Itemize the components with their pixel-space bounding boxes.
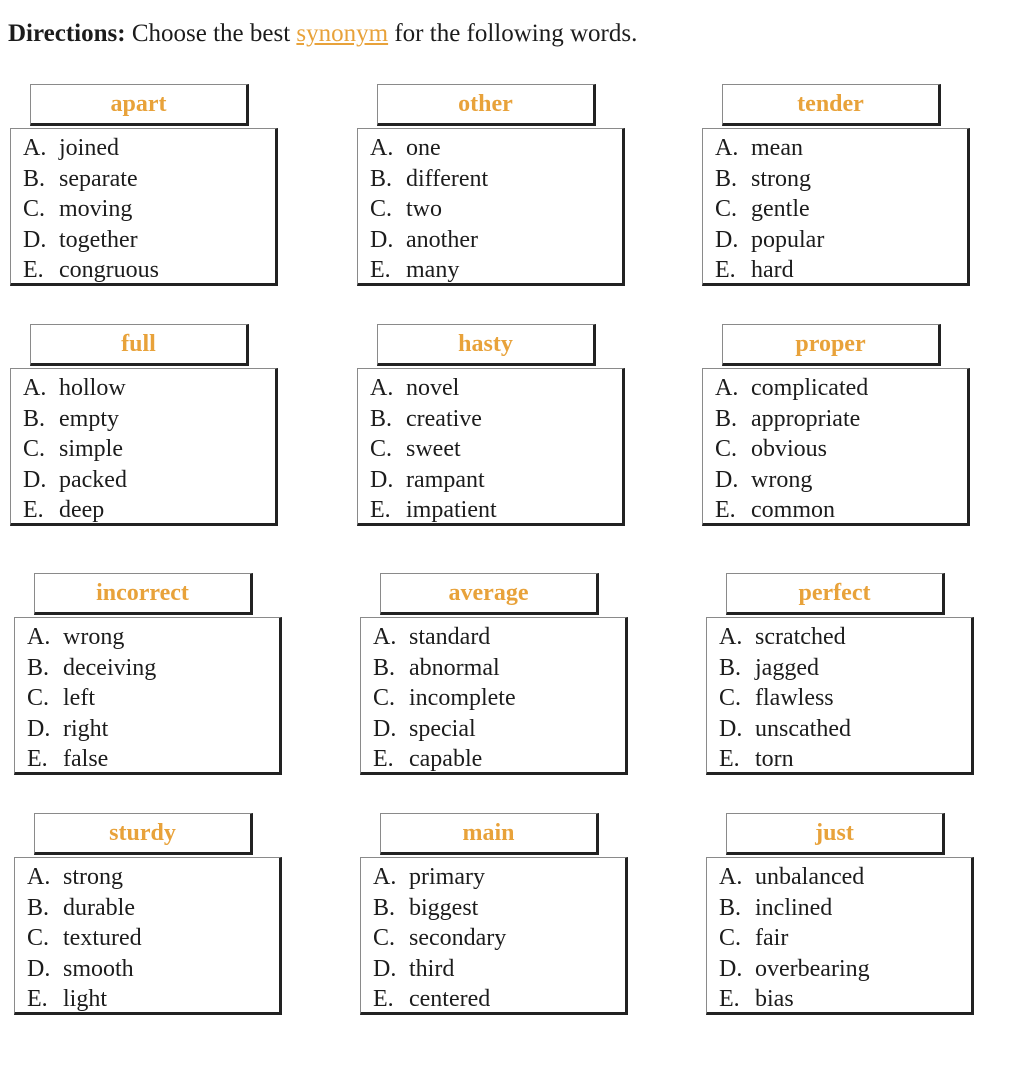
- option-b[interactable]: [373, 893, 625, 924]
- option-c[interactable]: [370, 194, 622, 225]
- option-c[interactable]: [373, 683, 625, 714]
- option-letter: B.: [373, 894, 396, 921]
- option-c[interactable]: [370, 434, 622, 465]
- option-a[interactable]: [719, 862, 971, 893]
- option-e[interactable]: [23, 255, 275, 286]
- question-word: tender: [722, 84, 941, 126]
- option-a[interactable]: [715, 373, 967, 404]
- option-text: bias: [755, 986, 794, 1012]
- option-text: impatient: [406, 497, 497, 523]
- option-text: deceiving: [63, 654, 157, 681]
- option-letter: D.: [373, 715, 397, 742]
- option-letter: E.: [715, 497, 736, 523]
- option-text: simple: [59, 436, 123, 462]
- option-d[interactable]: [27, 954, 279, 985]
- option-letter: B.: [719, 654, 742, 681]
- option-letter: E.: [373, 746, 394, 772]
- option-d[interactable]: [373, 954, 625, 985]
- option-text: novel: [406, 375, 460, 401]
- option-text: incomplete: [409, 685, 516, 711]
- option-text: capable: [409, 746, 483, 772]
- options-box: [10, 368, 278, 526]
- option-e[interactable]: [23, 495, 275, 526]
- option-text: left: [63, 685, 95, 711]
- option-text: right: [63, 715, 109, 742]
- option-text: textured: [63, 925, 142, 951]
- option-text: inclined: [755, 894, 833, 921]
- options-box: [14, 857, 282, 1015]
- option-a[interactable]: [23, 373, 275, 404]
- option-letter: D.: [370, 466, 394, 493]
- option-e[interactable]: [719, 744, 971, 775]
- option-letter: B.: [27, 894, 50, 921]
- option-text: jagged: [755, 654, 819, 681]
- options-box: [360, 617, 628, 775]
- option-letter: C.: [719, 685, 742, 711]
- option-b[interactable]: [373, 653, 625, 684]
- options-box: [10, 128, 278, 286]
- option-b[interactable]: [23, 164, 275, 195]
- option-c[interactable]: [715, 194, 967, 225]
- option-text: together: [59, 226, 138, 253]
- option-text: sweet: [406, 436, 461, 462]
- option-letter: A.: [27, 864, 51, 890]
- option-text: unscathed: [755, 715, 851, 742]
- option-letter: E.: [370, 497, 391, 523]
- question-word: proper: [722, 324, 941, 366]
- option-e[interactable]: [373, 744, 625, 775]
- option-c[interactable]: [373, 923, 625, 954]
- option-c[interactable]: [23, 194, 275, 225]
- option-letter: B.: [715, 165, 738, 192]
- options-box: [14, 617, 282, 775]
- option-c[interactable]: [719, 683, 971, 714]
- option-text: hard: [751, 257, 794, 283]
- option-text: wrong: [751, 466, 813, 493]
- option-text: empty: [59, 405, 119, 432]
- option-d[interactable]: [719, 954, 971, 985]
- option-text: torn: [755, 746, 794, 772]
- question-word: just: [726, 813, 945, 855]
- option-b[interactable]: [715, 164, 967, 195]
- option-b[interactable]: [27, 893, 279, 924]
- option-letter: C.: [370, 436, 393, 462]
- option-text: strong: [63, 864, 123, 890]
- option-b[interactable]: [719, 653, 971, 684]
- option-c[interactable]: [715, 434, 967, 465]
- option-b[interactable]: [27, 653, 279, 684]
- option-text: wrong: [63, 624, 125, 650]
- option-letter: B.: [370, 405, 393, 432]
- option-text: gentle: [751, 196, 810, 222]
- option-letter: E.: [27, 746, 48, 772]
- option-text: third: [409, 955, 455, 982]
- option-text: smooth: [63, 955, 134, 982]
- option-d[interactable]: [715, 225, 967, 256]
- option-d[interactable]: [370, 225, 622, 256]
- option-e[interactable]: [719, 984, 971, 1015]
- option-text: primary: [409, 864, 485, 890]
- option-letter: D.: [23, 226, 47, 253]
- option-letter: E.: [715, 257, 736, 283]
- option-b[interactable]: [719, 893, 971, 924]
- option-letter: A.: [23, 375, 47, 401]
- option-text: light: [63, 986, 108, 1012]
- option-letter: C.: [27, 685, 50, 711]
- question-word: hasty: [377, 324, 596, 366]
- option-d[interactable]: [27, 714, 279, 745]
- option-letter: E.: [23, 497, 44, 523]
- option-letter: B.: [373, 654, 396, 681]
- option-text: another: [406, 226, 478, 253]
- options-box: [702, 368, 970, 526]
- option-text: separate: [59, 165, 138, 192]
- option-e[interactable]: [27, 984, 279, 1015]
- option-text: complicated: [751, 375, 869, 401]
- option-e[interactable]: [715, 255, 967, 286]
- option-letter: A.: [23, 135, 47, 161]
- option-letter: A.: [373, 624, 397, 650]
- option-letter: A.: [370, 135, 394, 161]
- options-box: [706, 857, 974, 1015]
- option-b[interactable]: [370, 404, 622, 435]
- option-d[interactable]: [715, 465, 967, 496]
- option-d[interactable]: [23, 225, 275, 256]
- option-a[interactable]: [373, 622, 625, 653]
- option-c[interactable]: [27, 923, 279, 954]
- option-text: moving: [59, 196, 133, 222]
- option-text: secondary: [409, 925, 507, 951]
- option-text: deep: [59, 497, 105, 523]
- option-e[interactable]: [715, 495, 967, 526]
- question-word: main: [380, 813, 599, 855]
- option-text: centered: [409, 986, 491, 1012]
- option-letter: C.: [23, 436, 46, 462]
- option-a[interactable]: [715, 133, 967, 164]
- option-text: durable: [63, 894, 135, 921]
- option-text: obvious: [751, 436, 828, 462]
- options-box: [360, 857, 628, 1015]
- option-letter: D.: [27, 955, 51, 982]
- option-letter: C.: [373, 925, 396, 951]
- option-a[interactable]: [719, 622, 971, 653]
- option-text: flawless: [755, 685, 834, 711]
- option-letter: C.: [23, 196, 46, 222]
- option-a[interactable]: [27, 862, 279, 893]
- option-a[interactable]: [370, 373, 622, 404]
- option-text: appropriate: [751, 405, 861, 432]
- option-letter: E.: [373, 986, 394, 1012]
- directions-line: [8, 20, 637, 48]
- option-letter: A.: [715, 135, 739, 161]
- option-letter: C.: [27, 925, 50, 951]
- question-word: full: [30, 324, 249, 366]
- option-letter: B.: [719, 894, 742, 921]
- option-text: hollow: [59, 375, 126, 401]
- directions-keyword: synonym: [296, 20, 389, 47]
- option-letter: D.: [370, 226, 394, 253]
- option-letter: E.: [719, 746, 740, 772]
- option-text: fair: [755, 925, 789, 951]
- options-box: [357, 128, 625, 286]
- question-word: perfect: [726, 573, 945, 615]
- directions-label: Directions:: [8, 20, 126, 47]
- option-text: common: [751, 497, 835, 523]
- option-letter: D.: [715, 466, 739, 493]
- option-c[interactable]: [27, 683, 279, 714]
- option-letter: D.: [373, 955, 397, 982]
- option-e[interactable]: [373, 984, 625, 1015]
- option-d[interactable]: [373, 714, 625, 745]
- option-e[interactable]: [27, 744, 279, 775]
- option-letter: D.: [719, 715, 743, 742]
- option-letter: A.: [719, 864, 743, 890]
- option-text: biggest: [409, 894, 479, 921]
- option-text: creative: [406, 405, 482, 432]
- option-text: false: [63, 746, 109, 772]
- option-letter: B.: [23, 165, 46, 192]
- option-letter: D.: [715, 226, 739, 253]
- option-letter: D.: [23, 466, 47, 493]
- option-text: mean: [751, 135, 803, 161]
- question-word: other: [377, 84, 596, 126]
- option-a[interactable]: [23, 133, 275, 164]
- directions-text-after: for the following words.: [394, 20, 638, 47]
- option-text: special: [409, 715, 476, 742]
- option-d[interactable]: [719, 714, 971, 745]
- option-letter: A.: [27, 624, 51, 650]
- option-text: congruous: [59, 257, 159, 283]
- option-letter: E.: [27, 986, 48, 1012]
- option-c[interactable]: [23, 434, 275, 465]
- option-text: overbearing: [755, 955, 870, 982]
- option-letter: C.: [715, 196, 738, 222]
- option-text: one: [406, 135, 441, 161]
- option-letter: A.: [715, 375, 739, 401]
- option-text: packed: [59, 466, 127, 493]
- option-text: abnormal: [409, 654, 500, 681]
- option-text: scratched: [755, 624, 846, 650]
- option-text: joined: [59, 135, 119, 161]
- question-word: apart: [30, 84, 249, 126]
- option-a[interactable]: [373, 862, 625, 893]
- option-b[interactable]: [23, 404, 275, 435]
- option-text: standard: [409, 624, 491, 650]
- option-text: strong: [751, 165, 811, 192]
- option-letter: C.: [719, 925, 742, 951]
- option-text: unbalanced: [755, 864, 865, 890]
- option-letter: B.: [27, 654, 50, 681]
- option-letter: A.: [719, 624, 743, 650]
- directions-text-before: Choose the best: [131, 20, 291, 47]
- question-word: average: [380, 573, 599, 615]
- option-letter: D.: [27, 715, 51, 742]
- option-letter: C.: [370, 196, 393, 222]
- option-letter: B.: [23, 405, 46, 432]
- option-letter: A.: [373, 864, 397, 890]
- option-text: two: [406, 196, 442, 222]
- option-letter: E.: [23, 257, 44, 283]
- option-a[interactable]: [27, 622, 279, 653]
- option-e[interactable]: [370, 495, 622, 526]
- option-text: many: [406, 257, 460, 283]
- option-d[interactable]: [23, 465, 275, 496]
- option-c[interactable]: [719, 923, 971, 954]
- option-letter: A.: [370, 375, 394, 401]
- option-letter: D.: [719, 955, 743, 982]
- question-word: sturdy: [34, 813, 253, 855]
- option-letter: C.: [373, 685, 396, 711]
- option-letter: E.: [719, 986, 740, 1012]
- option-e[interactable]: [370, 255, 622, 286]
- option-b[interactable]: [715, 404, 967, 435]
- option-text: different: [406, 165, 489, 192]
- options-box: [706, 617, 974, 775]
- option-a[interactable]: [370, 133, 622, 164]
- options-box: [702, 128, 970, 286]
- option-d[interactable]: [370, 465, 622, 496]
- option-letter: E.: [370, 257, 391, 283]
- question-word: incorrect: [34, 573, 253, 615]
- option-letter: B.: [370, 165, 393, 192]
- option-text: popular: [751, 226, 825, 253]
- option-text: rampant: [406, 466, 485, 493]
- option-letter: C.: [715, 436, 738, 462]
- option-letter: B.: [715, 405, 738, 432]
- option-b[interactable]: [370, 164, 622, 195]
- options-box: [357, 368, 625, 526]
